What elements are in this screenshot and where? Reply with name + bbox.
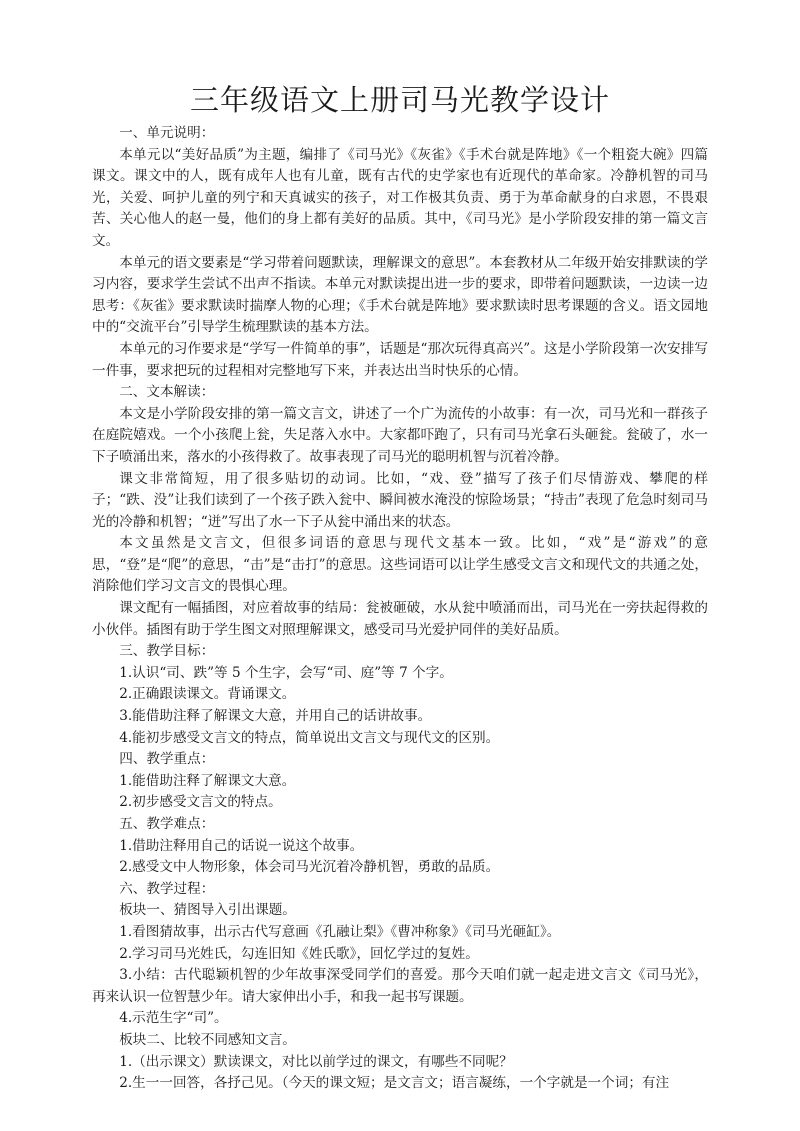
paragraph: 1.（出示课文）默读课文，对比以前学过的课文，有哪些不同呢？ bbox=[119, 1053, 513, 1070]
paragraph: 4.示范生字“司”。 bbox=[119, 1010, 228, 1027]
paragraph: 本单元的习作要求是“学写一件简单的事”，话题是“那次玩得真高兴”。这是小学阶段第一次安排写一件事，要求把玩的过程相对完整地写下来，并表达出当时快乐的心情。 bbox=[92, 340, 708, 379]
section-heading: 一、单元说明： bbox=[119, 125, 215, 141]
section-heading: 三、教学目标： bbox=[119, 643, 215, 660]
paragraph: 4.能初步感受文言文的特点，简单说出文言文与现代文的区别。 bbox=[119, 729, 500, 746]
document-body bbox=[92, 123, 708, 1095]
paragraph: 2.学习司马光姓氏，勾连旧知《姓氏歌》，回忆学过的复姓。 bbox=[119, 945, 479, 962]
paragraph: 1.认识“司、跌”等 5 个生字，会写“司、庭”等 7 个字。 bbox=[119, 664, 453, 681]
paragraph: 2.感受文中人物形象，体会司马光沉着冷静机智，勇敢的品质。 bbox=[119, 859, 500, 876]
paragraph: 本文虽然是文言文，但很多词语的意思与现代文基本一致。比如，“戏”是“游戏”的意思，“登”是“爬”的意思，“击”是“击打”的意思。这些词语可以让学生感受文言文和现代文的共通之处，消除他们学习文言文的畏惧心理。 bbox=[92, 535, 708, 595]
paragraph: 本单元的语文要素是“学习带着问题默读，理解课文的意思”。本套教材从二年级开始安排默读的学习内容，要求学生尝试不出声不指读。本单元对默读提出进一步的要求，即带着问题默读，一边读一边思考：《灰雀》要求默读时揣摩人物的心理；《手术台就是阵地》要求默读时思考课题的含义。语文园地中的“交流平台”引导学生梳理默读的基本方法。 bbox=[92, 254, 708, 336]
paragraph: 课文非常简短，用了很多贴切的动词。比如，“戏、登”描写了孩子们尽情游戏、攀爬的样子；“跌、没”让我们读到了一个孩子跌入瓮中、瞬间被水淹没的惊险场景；“持击”表现了危急时刻司马光的冷静和机智；“迸”写出了水一下子从瓮中涌出来的状态。 bbox=[92, 470, 708, 530]
document-title: 三年级语文上册司马光教学设计 bbox=[189, 83, 610, 117]
paragraph: 课文配有一幅插图，对应着故事的结局：瓮被砸破，水从瓮中喷涌而出，司马光在一旁扶起得救的小伙伴。插图有助于学生图文对照理解课文，感受司马光爱护同伴的美好品质。 bbox=[92, 600, 708, 638]
paragraph: 2.正确跟读课文。背诵课文。 bbox=[119, 686, 296, 703]
paragraph: 3.小结：古代聪颖机智的少年故事深受同学们的喜爱。那今天咱们就一起走进文言文《司马光》，再来认识一位智慧少年。请大家伸出小手，和我一起书写课题。 bbox=[92, 967, 708, 1005]
section-heading: 六、教学过程： bbox=[119, 880, 215, 897]
paragraph: 板块二、比较不同感知文言。 bbox=[119, 1031, 296, 1048]
paragraph: 3.能借助注释了解课文大意，并用自己的话讲故事。 bbox=[119, 708, 432, 725]
paragraph: 板块一、猜图导入引出课题。 bbox=[119, 902, 296, 919]
paragraph: 本单元以“美好品质”为主题，编排了《司马光》《灰雀》《手术台就是阵地》《一个粗瓷大碗》四篇课文。课文中的人，既有成年人也有儿童，既有古代的史学家也有近现代的革命家。冷静机智的司马光，关爱、呵护儿童的列宁和天真诚实的孩子，对工作极其负责、勇于为革命献身的白求恩，不畏艰苦、关心他人的赵一曼，他们的身上都有美好的品质。其中，《司马光》是小学阶段安排的第一篇文言文。 bbox=[92, 146, 708, 249]
paragraph: 2.生一一回答，各抒己见。（今天的课文短；是文言文；语言凝练，一个字就是一个词；有注 bbox=[119, 1075, 670, 1092]
paragraph: 本文是小学阶段安排的第一篇文言文，讲述了一个广为流传的小故事：有一次，司马光和一群孩子在庭院嬉戏。一个小孩爬上瓮，失足落入水中。大家都吓跑了，只有司马光拿石头砸瓮。瓮破了，水一下子喷涌出来，落水的小孩得救了。故事表现了司马光的聪明机智与沉着冷静。 bbox=[92, 405, 708, 465]
section-heading: 四、教学重点： bbox=[119, 751, 215, 768]
paragraph: 2.初步感受文言文的特点。 bbox=[119, 794, 282, 811]
document-page bbox=[92, 80, 708, 1095]
paragraph: 1.能借助注释了解课文大意。 bbox=[119, 772, 296, 789]
paragraph: 1.看图猜故事，出示古代写意画《孔融让梨》《曹冲称象》《司马光砸缸》。 bbox=[119, 923, 561, 940]
section-heading: 二、文本解读： bbox=[119, 384, 215, 401]
paragraph: 1.借助注释用自己的话说一说这个故事。 bbox=[119, 837, 364, 854]
section-heading: 五、教学难点： bbox=[119, 816, 215, 832]
